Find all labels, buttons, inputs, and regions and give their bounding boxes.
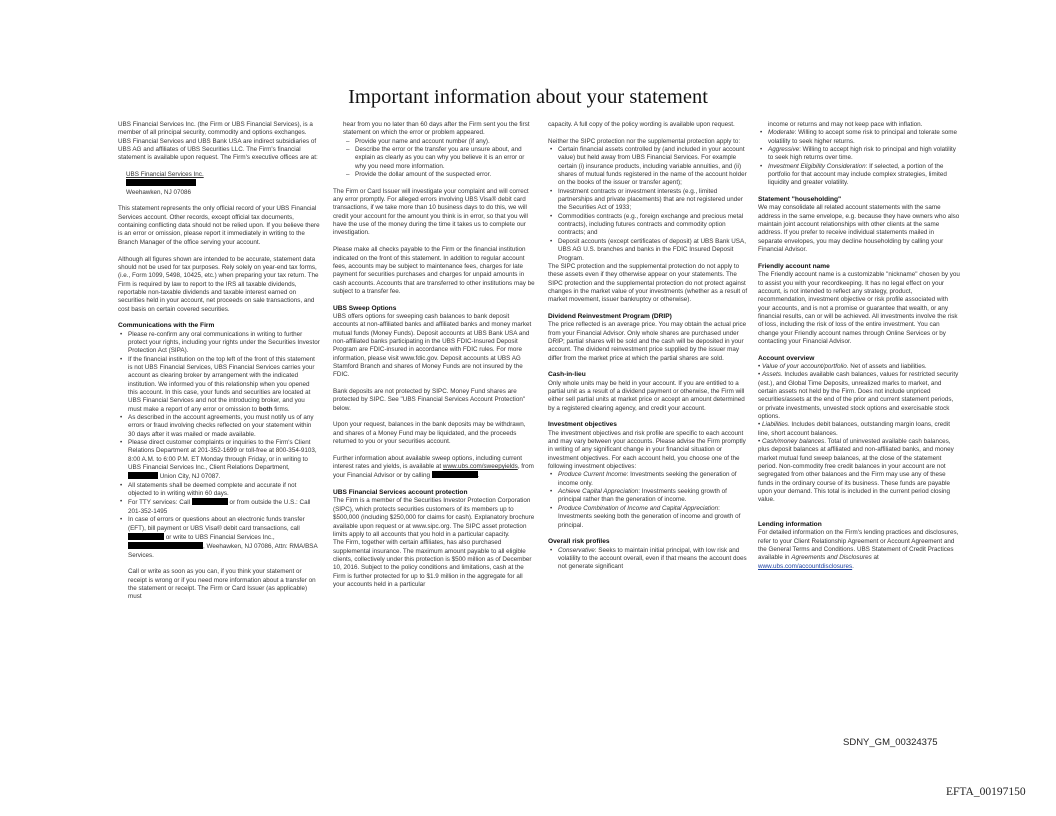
list-item: • As described in the account agreements, you must notify us of any errors or fraud involving checks reflected on your statement within 30 days after it was mailed or made available. — [128, 414, 320, 439]
investigation-paragraph: The Firm or Card Issuer will investigate your complaint and will correct any error promptly. For alleged errors involving UBS Visa® debit card transactions, if we take more than 10 business days to do this, we will credit your account for the amount you think is in error, so that you will have the use of the money during the time it takes us to complete our investigation. — [333, 187, 529, 237]
sweep-paragraph-3: Upon your request, balances in the bank deposits may be withdrawn, and shares of a Money Fund may be liquidated, and the proceeds returned to you or your securities account. — [333, 421, 526, 446]
list-item: • Liabilities. Includes debit balances, outstanding margin loans, credit line, short account balances. — [758, 421, 950, 437]
text: , from your Financial Advisor or by calling — [333, 463, 534, 480]
text: : Investments seeking growth of principal rather than the generation of income. — [558, 488, 727, 504]
text: or write to UBS Financial Services Inc., — [164, 533, 275, 541]
tax-paragraph: Although all figures shown are intended to be accurate, statement data should not be used for tax purposes. Rely solely on year-end tax forms, (i.e., Form 1099, 5498, 10425, etc.) when preparing your tax return. The Firm is required by law to report to the IRS all taxable dividends, reportable non-taxable dividends and taxable interest earned on securities held in your account, net proceeds on sale transactions, and cost basis on certain covered securities. — [118, 255, 319, 313]
text: or from outside the U.S.: Call 201-352-1495 — [128, 499, 311, 515]
error-steps-list — [333, 138, 535, 180]
text: . — [477, 472, 480, 480]
communications-heading: Communications with the Firm — [118, 322, 215, 330]
text: Union City, NJ 07087. — [158, 473, 221, 481]
sweep-paragraph-2: Bank deposits are not protected by SIPC. Money Fund shares are protected by SIPC. See "UBS Financial Services Account Protection" below. — [333, 388, 526, 412]
list-item: • All statements shall be deemed complete and accurate if not objected to in writing within 60 days. — [128, 482, 320, 499]
text: . Includes available cash balances, values for restricted security (est.), and Global Time Deposits, unrealized marks to market, and certain assets not held by the Firm. Does not include unpriced securities/assets at the end of the prior and current statement periods, or private investments, unvested stock options and exercisable stock options. — [758, 371, 959, 421]
protection-paragraph-2: The Firm, together with certain affiliates, has also purchased supplemental insurance. The maximum amount payable to all eligible clients, collectively under this protection is $500 million as of December 10, 2016. Subject to the policy conditions and limitations, cash at the Firm is further protected for up to $1.9 million in the aggregate for all your accounts held in a particular — [333, 539, 532, 588]
list-item — [558, 471, 750, 488]
column-1 — [118, 121, 320, 602]
list-item: – Provide your name and account number (if any). — [355, 138, 535, 146]
list-item — [768, 163, 960, 188]
text: at — [871, 554, 879, 562]
risk-continued: income or returns and may not keep pace with inflation. — [768, 121, 923, 128]
list-item: • Certain financial assets controlled by (and included in your account value) but held away from UBS Financial Services. For example certain (i) insurance products, including variable annuities, and (ii) shares of mutual funds registered in the name of the account holder on the books of the issuer or transfer agent); — [558, 146, 750, 188]
text: . Net of assets and liabilities. — [846, 362, 927, 370]
drip-heading: Dividend Reinvestment Program (DRIP) — [548, 312, 672, 320]
call-or-write-paragraph: Call or write as soon as you can, if you think your statement or receipt is wrong or if you need more information about a transfer on the statement or receipt. The Firm or Card Issuer (as applicable) must — [128, 568, 316, 601]
sweep-yields-link[interactable]: www.ubs.com/sweepyields — [442, 463, 518, 471]
list-item: • Please re-confirm any oral communications in writing to further protect your rights, including your rights under the Securities Investor Protection Act (SIPA). — [128, 331, 320, 356]
bates-number-sdny: SDNY_GM_00324375 — [843, 737, 938, 748]
policy-paragraph: capacity. A full copy of the policy wording is available upon request. — [548, 121, 735, 128]
address-line-3: Weehawken, NJ 07086 — [126, 188, 191, 196]
list-item: – Provide the dollar amount of the suspected error. — [355, 171, 535, 179]
text: : Seeks to maintain initial principal, with low risk and volatility to the account overall, even if that means the account does not generate significant — [558, 546, 747, 571]
list-item — [128, 439, 320, 482]
emphasis: both — [258, 405, 273, 413]
text: In case of errors or questions about an electronic funds transfer (EFT), bill payment or UBS Visa® debit card transactions, call — [128, 516, 305, 532]
sweep-options-heading: UBS Sweep Options — [333, 304, 397, 312]
list-item — [128, 356, 320, 414]
friendly-name-paragraph: The Friendly account name is a customizable "nickname" chosen by you to assist you with your recordkeeping. It has no legal effect on your account, is not intended to reflect any strategy, product, recommendation, investment objective or risk profile associated with your accounts, and is not a promise or guarantee that wealth, or any financial results, can or will be achieved. All investments involve the risk of loss, including the risk of loss of the entire investment. You can change your Friendly account names through Online Services or by contacting your Financial Advisor. — [758, 271, 960, 345]
term: Investment Eligibility Consideration — [768, 162, 866, 170]
householding-heading: Statement "householding" — [758, 196, 842, 204]
protection-paragraph-1: The Firm is a member of the Securities Investor Protection Corporation (SIPC), which protects securities customers of its members up to $500,000 (including $250,000 for claims for cash). Explanatory brochure available upon request or at www.sipc.org. The SIPC asset protection limits apply to all accounts that you hold in a particular capacity. — [333, 497, 535, 538]
exclusions-intro: Neither the SIPC protection nor the supplemental protection apply to: — [548, 137, 741, 145]
term: Achieve Capital Appreciation — [558, 488, 639, 496]
redaction-box — [432, 471, 478, 478]
list-item — [128, 516, 320, 560]
exclusions-list — [548, 146, 750, 263]
list-item: • Deposit accounts (except certificates of deposit) at UBS Bank USA, UBS AG U.S. branches and banks in the FDIC Insured Deposit Program. — [558, 238, 750, 263]
risk-profiles-heading: Overall risk profiles — [548, 538, 610, 546]
list-item: • Value of your account/portfolio. Net of assets and liabilities. — [758, 362, 927, 370]
redaction-box — [126, 179, 196, 186]
householding-paragraph: We may consolidate all related account statements with the same address in the same envelope, e.g. because they have owners who also maintain joint account relationships with other clients at the same address. If you prefer to receive individual statements mailed in separate envelopes, you may decline householding by calling your Financial Advisor. — [758, 204, 960, 254]
list-item — [768, 146, 960, 163]
objectives-list — [548, 471, 750, 529]
text: : Investments seeking both the generation of income and growth of principal. — [558, 504, 741, 529]
risk-profiles-list-continued — [758, 129, 960, 187]
page-title: Important information about your statement — [348, 86, 708, 108]
redaction-box — [128, 472, 158, 479]
term: Produce Current Income — [558, 471, 627, 479]
term: Moderate — [768, 129, 795, 137]
column-3 — [548, 121, 750, 572]
term: Agreements and Disclosures — [791, 554, 872, 562]
sweep-paragraph-1: UBS offers options for sweeping cash balances to bank deposit accounts at non-affiliated banks and affiliated banks and money market mutual funds (Money Funds). Deposit accounts at UBS Bank USA and non-affiliated banks participating in the UBS FDIC-Insured Deposit Program are FDIC-insured in accordance with FDIC rules. For more information, please visit www.fdic.gov. Deposit accounts at UBS AG Stamford Branch and shares of Money Funds are not insured by the FDIC. — [333, 312, 532, 379]
text: . Includes debit balances, outstanding margin loans, credit line, short account balances. — [758, 421, 950, 437]
column-4 — [758, 121, 960, 579]
text: For detailed information on the Firm's lending practices and disclosures, refer to your Client Relationship Agreement or Account Agreement and the General Terms and Conditions. UBS Statement of Credit Practices available in — [758, 529, 959, 562]
cash-in-lieu-paragraph: Only whole units may be held in your account. If you are entitled to a partial unit as a result of a dividend payment or otherwise, the Firm will either sell partial units at market price or accept an amount determined by a registered clearing agency, and credit your account. — [548, 379, 745, 412]
list-item — [128, 498, 320, 516]
text: : Willing to accept high risk to principal and high volatility to seek high returns over time. — [768, 146, 956, 162]
text: firms. — [272, 405, 290, 413]
redaction-box — [128, 542, 203, 549]
firm-intro: UBS Financial Services Inc. (the Firm or UBS Financial Services), is a member of all principal security, commodity and options exchanges. UBS Financial Services and UBS Bank USA are indirect subsidiaries of UBS AG and affiliates of UBS Securities LLC. The Firm's financial statement is available upon request. The Firm's executive offices are at: — [118, 121, 318, 162]
text: . Total of uninvested available cash balances, plus deposit balances at affiliated and non-affiliated banks, and money market mutual fund sweep balances, at the close of the statement period. Non-commodity free credit balances in your account are not segregated from other balances and the Firm may use any of these funds in the ordinary course of its business. These funds are payable upon your demand. This total is included in the current period closing value. — [758, 438, 954, 504]
text: Please direct customer complaints or inquiries to the Firm's Client Relations Department at 201-352-1699 or toll-free at 800-354-9103, 8:00 A.M. to 6:00 P.M. ET Monday through Friday, or in writing to UBS Financial Services Inc., Client Relations Department, — [128, 439, 317, 472]
text: For TTY services: Call — [128, 499, 192, 507]
redaction-box — [192, 498, 228, 505]
official-record-paragraph: This statement represents the only official record of your UBS Financial Services account. Other records, except official tax documents, containing conflicting data should not be relied upon. If you believe there is an error or omission, please report it immediately in writing to the Branch Manager of the office serving your account. — [118, 205, 320, 246]
account-disclosures-link[interactable]: www.ubs.com/accountdisclosures — [758, 562, 853, 570]
term: Assets — [761, 371, 781, 379]
account-protection-heading: UBS Financial Services account protection — [333, 489, 468, 497]
lending-paragraph — [758, 529, 960, 571]
list-item — [558, 505, 750, 530]
term: Liabilities — [761, 421, 788, 429]
term: Produce Combination of Income and Capital Appreciation — [558, 504, 719, 512]
executive-office-address — [118, 171, 320, 197]
term: Aggressive — [768, 146, 800, 154]
text: , Weehawken, NJ 07086, Attn: RMA/BSA Services. — [128, 543, 318, 559]
text: : If selected, a portion of the portfolio for that account may include complex strategies, limited liquidity and greater volatility. — [768, 162, 947, 187]
text: . — [852, 562, 854, 570]
risk-profiles-list — [548, 547, 750, 572]
cash-in-lieu-heading: Cash-in-lieu — [548, 371, 586, 379]
account-overview-heading: Account overview — [758, 354, 815, 362]
list-item: • Assets. Includes available cash balances, values for restricted security (est.), and Global Time Deposits, unrealized marks to market, and certain assets not held by the Firm. Does not include unpriced securities/assets at the end of the prior and current statement periods, or private investments, unvested stock options and exercisable stock options. — [758, 371, 959, 421]
investment-objectives-paragraph: The investment objectives and risk profile are specific to each account and may vary between your accounts. Please advise the Firm promptly in writing of any significant change in your financial situation or investment objectives. For each account held, you choose one of the following investment objectives: — [548, 429, 746, 471]
drip-paragraph: The price reflected is an average price. You may obtain the actual price from your Financial Advisor. Only whole shares are purchased under DRIP; partial shares will be sold and the cash will be deposited in your account. The dividend reinvestment price supplied by the issuer may differ from the market price at which the partial shares are sold. — [548, 321, 747, 362]
sipc-limitations-paragraph: The SIPC protection and the supplemental protection do not apply to these assets even if they otherwise appear on your statements. The SIPC protection and the supplemental protection do not protect against changes in the market value of your investments (whether as a result of market movement, issuer bankruptcy or otherwise). — [548, 262, 748, 304]
text: : Willing to accept some risk to principal and tolerate some volatility to seek higher returns. — [768, 129, 958, 145]
term: Cash/money balances — [761, 438, 825, 446]
list-item: • Investment contracts or investment interests (e.g., limited partnerships and private placements) that are not registered under the Securities Act of 1933; — [558, 188, 750, 213]
term: Conservative — [558, 546, 595, 554]
text: If the financial institution on the top left of the front of this statement is not UBS Financial Services, UBS Financial Services carries your account as clearing broker by arrangement with the indicated institution. We informed you of this relationship when you opened this account. In this case, your funds and securities are located at UBS Financial Services and not the introducing broker, and you must make a report of any error or omission to — [128, 355, 315, 413]
list-item: • Commodities contracts (e.g., foreign exchange and precious metal contracts), including futures contracts and commodity option contracts; and — [558, 213, 750, 238]
column-2 — [333, 121, 535, 589]
list-item: – Describe the error or the transfer you are unsure about, and explain as clearly as you can why you believe it is an error or why you need more information. — [355, 146, 535, 171]
bates-number-efta: EFTA_00197150 — [946, 786, 1026, 798]
text: : Investments seeking the generation of income only. — [558, 471, 737, 487]
sweep-paragraph-4 — [333, 455, 535, 481]
list-item — [768, 129, 960, 146]
error-paragraph-continued: hear from you no later than 60 days after the Firm sent you the first statement on which the error or problem appeared. — [343, 121, 530, 137]
list-item — [558, 488, 750, 505]
redaction-box — [128, 533, 164, 540]
list-item — [558, 547, 750, 572]
friendly-name-heading: Friendly account name — [758, 262, 830, 270]
account-overview-items — [758, 363, 960, 505]
list-item: • Cash/money balances. Total of uninvested available cash balances, plus deposit balances at affiliated and non-affiliated banks, and money market mutual fund sweep balances, at the close of the statement period. Non-commodity free credit balances in your account are not segregated from other balances and the Firm may use any of these funds in the ordinary course of its business. These funds are payable upon your demand. This total is included in the current period closing value. — [758, 438, 954, 504]
address-line-redacted — [126, 179, 320, 188]
communications-list — [118, 331, 320, 560]
term: Value of your account/portfolio — [761, 362, 847, 370]
text: Further information about available sweep options, including current interest rates and yields, is available at — [333, 454, 523, 471]
lending-heading: Lending information — [758, 520, 822, 528]
address-line-1: UBS Financial Services Inc. — [126, 171, 204, 179]
investment-objectives-heading: Investment objectives — [548, 421, 617, 429]
checks-paragraph: Please make all checks payable to the Firm or the financial institution indicated on the front of this statement. In addition to regular account fees, accounts may be subject to maintenance fees, charges for late payment for securities purchases and charges for unpaid amounts in cash accounts. Accounts that are transferred to other institutions may be subject to a transfer fee. — [333, 246, 535, 295]
